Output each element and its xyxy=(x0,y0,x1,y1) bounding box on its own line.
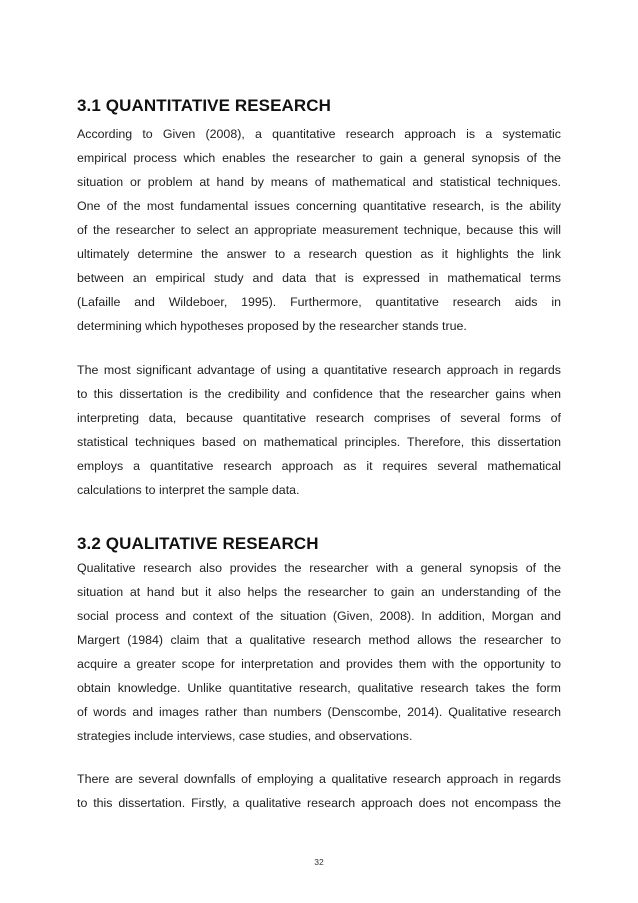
text-line: strategies include interviews, case studies, and observations. xyxy=(77,729,413,743)
text-line: determining which hypotheses proposed by the researcher stands true. xyxy=(77,319,467,333)
text-line: There are several downfalls of employing a qualitative research approach in regards xyxy=(77,772,561,786)
paragraph-quantitative-advantage xyxy=(77,358,561,502)
text-line: social process and context of the situation (Given, 2008). In addition, Morgan and xyxy=(77,609,561,623)
paragraph-quantitative-definition xyxy=(77,122,561,338)
text-line: According to Given (2008), a quantitative research approach is a systematic xyxy=(77,127,561,141)
text-line: obtain knowledge. Unlike quantitative research, qualitative research takes the form xyxy=(77,681,561,695)
section-heading-quantitative: 3.1 QUANTITATIVE RESEARCH xyxy=(77,96,332,115)
text-line: acquire a greater scope for interpretation and provides them with the opportunity to xyxy=(77,657,561,671)
text-line: of words and images rather than numbers (Denscombe, 2014). Qualitative research xyxy=(77,705,561,719)
text-line: to this dissertation. Firstly, a qualitative research approach does not encompass the xyxy=(77,796,561,810)
text-line: The most significant advantage of using a quantitative research approach in regards xyxy=(77,363,561,377)
text-line: of the researcher to select an appropriate measurement technique, because this will xyxy=(77,223,561,237)
page-number: 32 xyxy=(314,857,324,867)
section-heading-qualitative: 3.2 QUALITATIVE RESEARCH xyxy=(77,534,319,553)
text-line: interpreting data, because quantitative research comprises of several forms of xyxy=(77,411,561,425)
text-line: empirical process which enables the researcher to gain a general synopsis of the xyxy=(77,151,561,165)
paragraph-qualitative-downfalls xyxy=(77,767,561,815)
text-line: statistical techniques based on mathematical principles. Therefore, this dissertation xyxy=(77,435,561,449)
text-line: to this dissertation is the credibility and confidence that the researcher gains when xyxy=(77,387,561,401)
text-line: situation or problem at hand by means of mathematical and statistical techniques. xyxy=(77,175,561,189)
paragraph-qualitative-definition xyxy=(77,556,561,748)
text-line: between an empirical study and data that is expressed in mathematical terms xyxy=(77,271,561,285)
text-line: situation at hand but it also helps the researcher to gain an understanding of the xyxy=(77,585,561,599)
text-line: employs a quantitative research approach as it requires several mathematical xyxy=(77,459,561,473)
text-line: ultimately determine the answer to a research question as it highlights the link xyxy=(77,247,561,261)
text-line: (Lafaille and Wildeboer, 1995). Furthermore, quantitative research aids in xyxy=(77,295,561,309)
text-line: calculations to interpret the sample data. xyxy=(77,483,300,497)
text-line: Qualitative research also provides the researcher with a general synopsis of the xyxy=(77,561,561,575)
text-line: One of the most fundamental issues concerning quantitative research, is the ability xyxy=(77,199,561,213)
text-line: Margert (1984) claim that a qualitative research method allows the researcher to xyxy=(77,633,561,647)
